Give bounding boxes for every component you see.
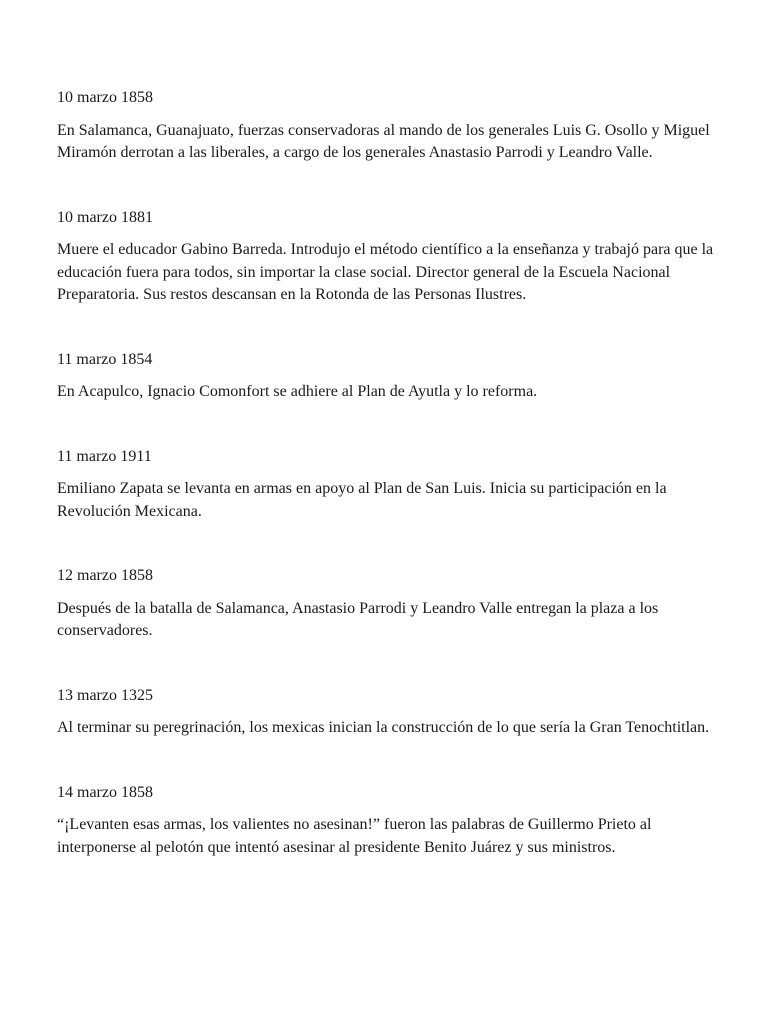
entry <box>57 207 722 307</box>
entry <box>57 349 722 404</box>
entry-date: 13 marzo 1325 <box>57 686 153 704</box>
entry-text: En Acapulco, Ignacio Comonfort se adhiere al Plan de Ayutla y lo reforma. <box>57 383 538 400</box>
entry <box>57 87 722 165</box>
entry-text: En Salamanca, Guanajuato, fuerzas conservadoras al mando de los generales Luis G. Osollo y Miguel Miramón derrotan a las liberales, a cargo de los generales Anastasio Parrodi y Leandro Valle. <box>57 121 710 161</box>
entry-text: Al terminar su peregrinación, los mexicas inician la construcción de lo que sería la Gran Tenochtitlan. <box>57 719 710 736</box>
entry-text: Emiliano Zapata se levanta en armas en apoyo al Plan de San Luis. Inicia su participación en la Revolución Mexicana. <box>57 480 667 520</box>
entry-date: 14 marzo 1858 <box>57 783 153 801</box>
entry-date: 10 marzo 1858 <box>57 89 153 106</box>
entry-date: 11 marzo 1911 <box>57 447 152 465</box>
entry-text: “¡Levanten esas armas, los valientes no asesinan!” fueron las palabras de Guillermo Prieto al interponerse al pelotón que intentó asesinar al presidente Benito Juárez y sus ministros. <box>57 816 652 856</box>
entry <box>57 685 722 740</box>
document-page <box>57 87 722 901</box>
entry-date: 11 marzo 1854 <box>57 350 153 368</box>
entry-date: 12 marzo 1858 <box>57 567 153 584</box>
entry-text: Muere el educador Gabino Barreda. Introdujo el método científico a la enseñanza y trabajó para que la educación fuera para todos, sin importar la clase social. Director general de la Escuela Nacional Preparatoria. Sus restos descansan en la Rotonda de las Personas Ilustres. <box>57 241 714 303</box>
entry <box>57 446 722 524</box>
entry <box>57 565 722 643</box>
entry-text: Después de la batalla de Salamanca, Anastasio Parrodi y Leandro Valle entregan la plaza a los conservadores. <box>57 599 659 639</box>
entry-date: 10 marzo 1881 <box>57 208 153 226</box>
entry <box>57 782 722 860</box>
